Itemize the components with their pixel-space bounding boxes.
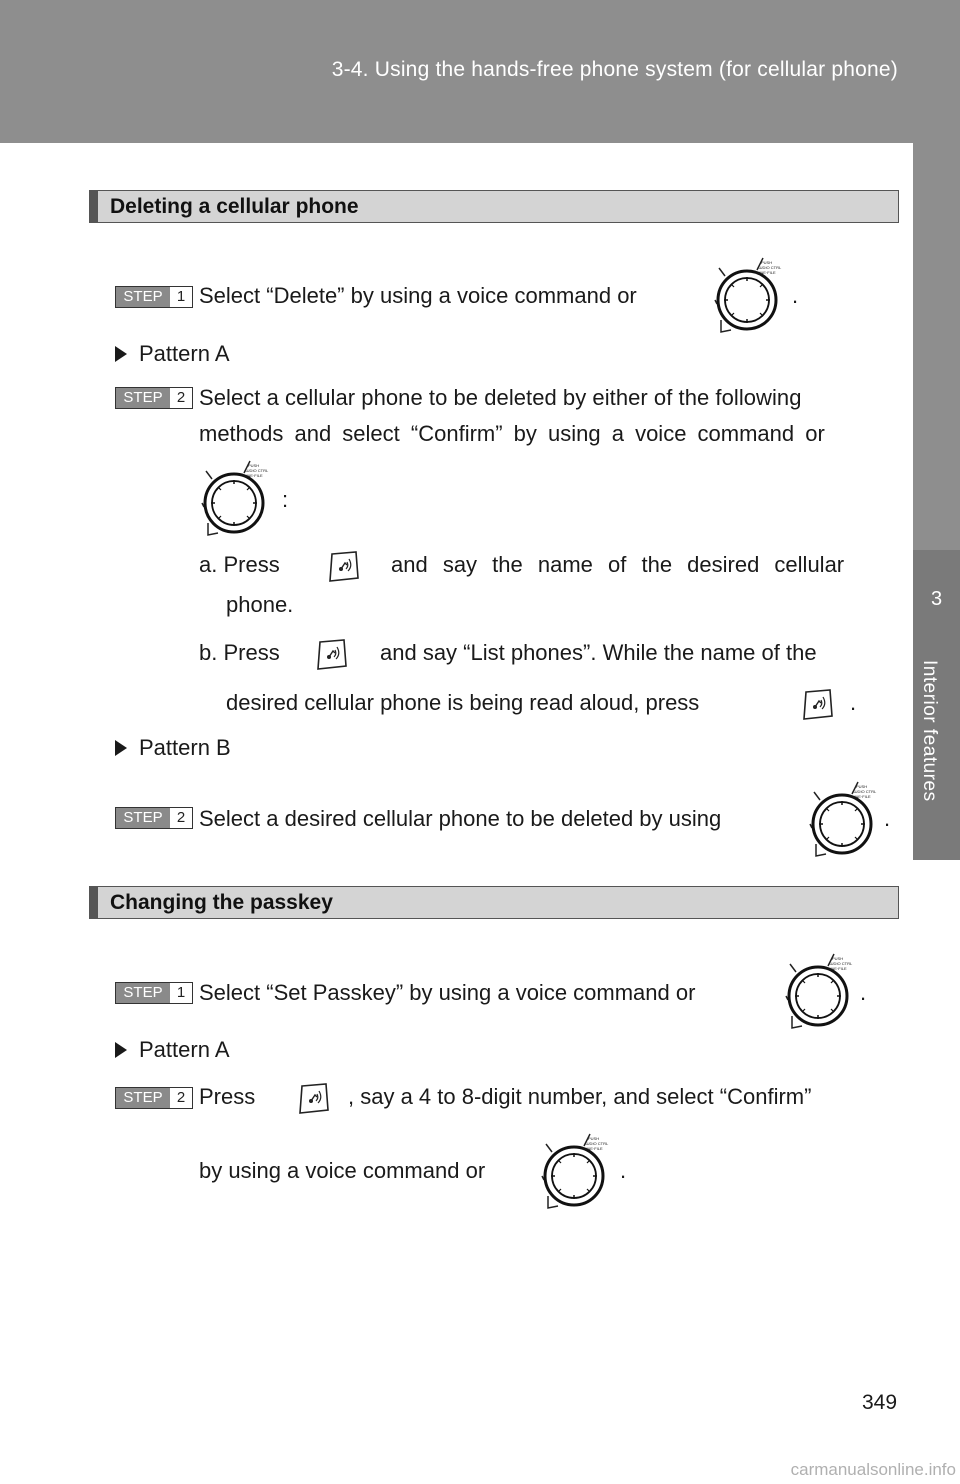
tune-select-knob-icon [800, 778, 880, 858]
pattern-text: Pattern B [139, 735, 231, 760]
step-word: STEP [116, 983, 170, 1003]
list-item-marker: b. Press [199, 640, 280, 665]
step-number: 2 [176, 809, 186, 826]
pattern-label [115, 735, 231, 761]
page-header [0, 0, 960, 143]
instruction-text: methods and select “Confirm” by using a voice command or [199, 421, 825, 446]
instruction-text: Select a cellular phone to be deleted by either of the following [199, 385, 802, 410]
step-badge [115, 982, 193, 1004]
tune-select-knob-icon [705, 254, 785, 334]
instruction-text: and say “List phones”. While the name of the [380, 640, 817, 665]
talk-switch-icon [800, 686, 836, 722]
instruction-text: by using a voice command or [199, 1158, 486, 1183]
section-title: Changing the passkey [110, 891, 333, 914]
watermark: carmanualsonline.info [790, 1460, 956, 1479]
step-word: STEP [116, 808, 170, 828]
punctuation: . [860, 980, 867, 1005]
step-word: STEP [116, 287, 170, 307]
talk-switch-icon [314, 636, 350, 672]
instruction-text: desired cellular phone is being read aloud, press [226, 690, 700, 715]
chapter-title: 3-4. Using the hands-free phone system (for cellular phone) [331, 58, 898, 81]
tune-select-knob-icon [192, 457, 272, 537]
step-badge [115, 286, 193, 308]
step-badge [115, 1087, 193, 1109]
pattern-text: Pattern A [139, 1037, 230, 1062]
chapter-number: 3 [930, 588, 943, 610]
talk-switch-icon [296, 1080, 332, 1116]
punctuation: . [850, 690, 857, 715]
pattern-text: Pattern A [139, 341, 230, 366]
punctuation: : [282, 487, 289, 512]
instruction-text: phone. [226, 592, 294, 617]
instruction-text: Select a desired cellular phone to be deleted by using [199, 806, 722, 831]
step-word: STEP [116, 388, 170, 408]
section-header-passkey [89, 886, 899, 919]
section-header-deleting [89, 190, 899, 223]
step-number: 2 [176, 1089, 186, 1106]
instruction-text: Select “Delete” by using a voice command or [199, 283, 637, 308]
triangle-bullet-icon [115, 1042, 127, 1058]
tune-select-knob-icon [776, 950, 856, 1030]
instruction-text: Press [199, 1084, 256, 1109]
instruction-text: Select “Set Passkey” by using a voice command or [199, 980, 696, 1005]
punctuation: . [792, 283, 799, 308]
step-number: 2 [176, 389, 186, 406]
triangle-bullet-icon [115, 740, 127, 756]
punctuation: . [884, 806, 891, 831]
step-word: STEP [116, 1088, 170, 1108]
step-number: 1 [176, 984, 186, 1001]
tune-select-knob-icon [532, 1130, 612, 1210]
list-item-marker: a. Press [199, 552, 280, 577]
side-tab-spacer [913, 143, 960, 550]
pattern-label [115, 341, 230, 367]
instruction-text: and say the name of the desired cellular [391, 552, 845, 577]
instruction-text: , say a 4 to 8-digit number, and select “Confirm” [348, 1084, 812, 1109]
talk-switch-icon [326, 548, 362, 584]
step-number: 1 [176, 288, 186, 305]
section-title: Deleting a cellular phone [110, 195, 359, 218]
chapter-label: Interior features [919, 660, 940, 802]
pattern-label [115, 1037, 230, 1063]
punctuation: . [620, 1158, 627, 1183]
step-badge [115, 807, 193, 829]
step-badge [115, 387, 193, 409]
page-number: 349 [862, 1391, 898, 1414]
triangle-bullet-icon [115, 346, 127, 362]
